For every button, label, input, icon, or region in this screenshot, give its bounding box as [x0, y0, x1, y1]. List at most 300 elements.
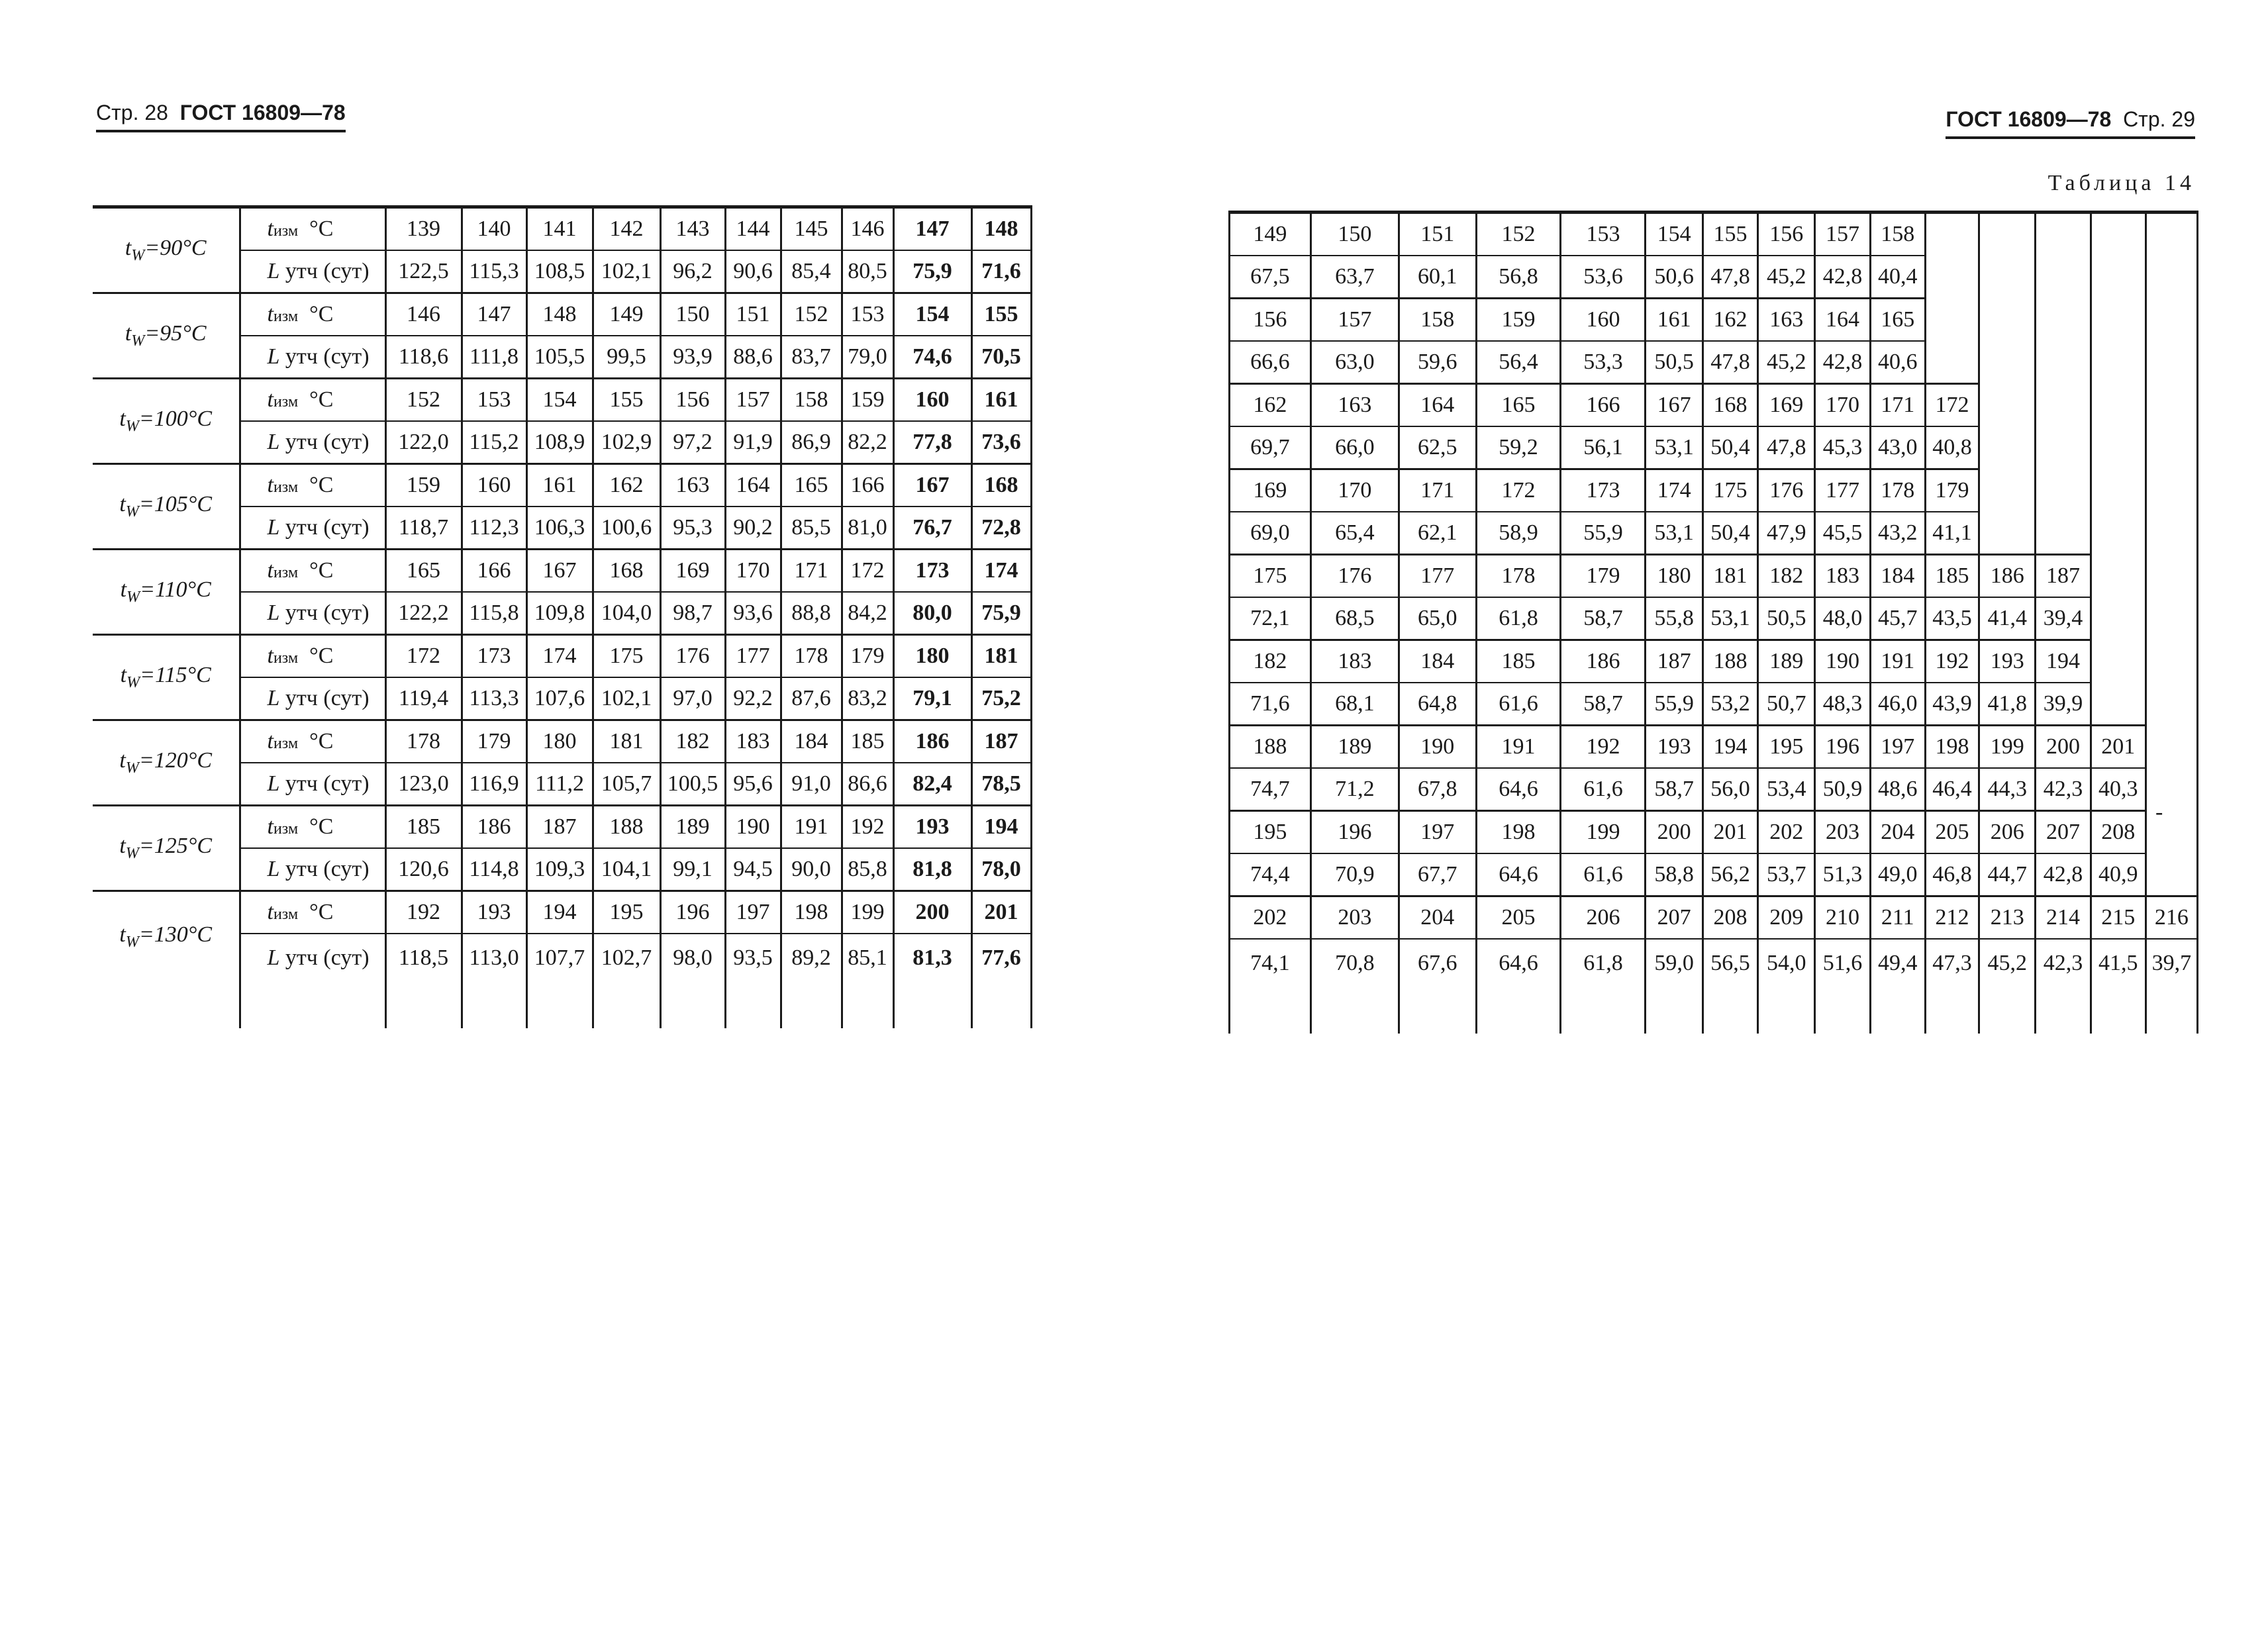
table-cell: [1702, 469, 1757, 512]
cell-value: 191: [1881, 649, 1915, 673]
tw-label: [93, 891, 240, 983]
cell-value: 174: [1657, 478, 1691, 503]
cell-value: 168: [984, 473, 1018, 497]
table-cell: [781, 336, 842, 379]
table-cell: [1758, 512, 1815, 555]
t-symbol: t: [267, 302, 273, 326]
cell-value: 40,3: [2098, 777, 2138, 801]
table-cell: [893, 891, 971, 934]
tw-symbol: t: [119, 748, 126, 773]
cell-value: 164: [736, 473, 770, 497]
table-cell: [1399, 341, 1476, 384]
cell-value: 203: [1826, 820, 1860, 844]
l-symbol: L: [267, 686, 280, 710]
table-cell: [593, 635, 660, 678]
cell-value: 197: [736, 900, 770, 924]
l-text: утч (сут): [285, 686, 370, 710]
cell-value: 70,9: [1335, 862, 1375, 887]
table-cell: [971, 507, 1031, 550]
table-cell: [1702, 768, 1757, 811]
tw-value: =125°C: [138, 834, 213, 859]
cell-value: 193: [915, 814, 950, 839]
cell-value: 185: [1501, 649, 1536, 673]
table-cell: [842, 336, 893, 379]
table-cell: [1702, 426, 1757, 469]
table-cell: [725, 379, 781, 422]
empty-cell: [1815, 987, 1870, 1034]
t-symbol: t: [267, 387, 273, 412]
table-cell: [893, 806, 971, 849]
cell-value: 184: [1420, 649, 1455, 673]
tw-label: [93, 635, 240, 720]
tw-label: [93, 550, 240, 635]
cell-value: 98,7: [673, 601, 713, 625]
cell-value: 80,0: [912, 601, 952, 625]
table-cell: [1399, 213, 1476, 256]
cell-value: 188: [609, 814, 644, 839]
empty-cell: [1979, 469, 2036, 512]
cell-value: 187: [2046, 563, 2080, 588]
table-cell: [971, 592, 1031, 635]
empty-cell: [2145, 213, 2197, 256]
cell-value: 116,9: [469, 771, 519, 796]
cell-value: 202: [1253, 905, 1287, 930]
table-cell: [593, 763, 660, 806]
table-cell: [893, 207, 971, 251]
cell-value: 61,6: [1499, 691, 1538, 716]
table-cell: [1702, 896, 1757, 940]
cell-value: 99,1: [673, 857, 713, 881]
table-cell: [526, 421, 593, 464]
cell-value: 55,9: [1654, 691, 1694, 716]
table-cell: [526, 250, 593, 293]
table-cell: [1399, 597, 1476, 640]
t-symbol: t: [267, 473, 273, 497]
cell-value: 90,2: [733, 515, 773, 540]
table-cell: [385, 293, 462, 336]
l-symbol: L: [267, 344, 280, 369]
cell-value: 155: [1713, 222, 1748, 246]
table-cell: [1702, 299, 1757, 342]
cell-value: 60,1: [1417, 264, 1457, 289]
empty-cell: [2145, 726, 2197, 769]
cell-value: 150: [1338, 222, 1372, 246]
tw-label: [93, 207, 240, 293]
table-cell: [1702, 555, 1757, 598]
table-cell: [893, 848, 971, 891]
table-cell: [1230, 768, 1311, 811]
cell-value: 39,4: [2043, 606, 2083, 630]
cell-value: 194: [984, 814, 1018, 839]
cell-value: 90,6: [733, 259, 773, 283]
row-label-t: [240, 207, 385, 251]
table-cell: [1925, 768, 1979, 811]
cell-value: 63,7: [1335, 264, 1375, 289]
table-title: Таблица 14: [2047, 171, 2195, 195]
table-cell: [660, 550, 725, 593]
cell-value: 76,7: [912, 515, 952, 540]
table-cell: [1815, 213, 1870, 256]
table-cell: [1310, 555, 1399, 598]
empty-cell: [1870, 987, 1925, 1034]
cell-value: 198: [1935, 734, 1969, 759]
row-label-l: [240, 677, 385, 720]
cell-value: 192: [1935, 649, 1969, 673]
table-cell: [781, 677, 842, 720]
tw-symbol: t: [119, 834, 126, 859]
cell-value: 163: [1769, 307, 1804, 332]
cell-value: 42,3: [2043, 777, 2083, 801]
cell-value: 53,6: [1583, 264, 1623, 289]
table-cell: [893, 379, 971, 422]
table-cell: [1925, 853, 1979, 896]
table-cell: [971, 720, 1031, 763]
table-cell: [725, 891, 781, 934]
table-cell: [1310, 640, 1399, 683]
table-cell: [660, 336, 725, 379]
cell-value: 50,5: [1654, 350, 1694, 374]
cell-value: 58,7: [1583, 691, 1623, 716]
cell-value: 50,4: [1710, 520, 1750, 545]
cell-value: 61,6: [1583, 862, 1623, 887]
table-cell: [1870, 640, 1925, 683]
cell-value: 207: [2046, 820, 2080, 844]
cell-value: 100,5: [667, 771, 718, 796]
cell-value: 160: [915, 387, 950, 412]
cell-value: 153: [1586, 222, 1620, 246]
empty-cell: [842, 982, 893, 1028]
empty-cell: [2091, 512, 2145, 555]
cell-value: 41,8: [1987, 691, 2027, 716]
table-cell: [1758, 469, 1815, 512]
empty-cell: [2091, 597, 2145, 640]
table-cell: [1702, 726, 1757, 769]
empty-cell: [1979, 512, 2036, 555]
cell-value: 149: [609, 302, 644, 326]
cell-value: 64,6: [1499, 777, 1538, 801]
cell-value: 160: [477, 473, 511, 497]
table-cell: [462, 507, 526, 550]
cell-value: 178: [407, 729, 440, 753]
table-cell: [1979, 811, 2036, 854]
tw-subscript: W: [125, 933, 139, 951]
row-label-l: [240, 848, 385, 891]
table-cell: [1702, 640, 1757, 683]
table-cell: [842, 464, 893, 507]
table-cell: [1399, 768, 1476, 811]
table-row: [1230, 811, 2198, 854]
table-cell: [1815, 426, 1870, 469]
cell-value: 85,5: [791, 515, 831, 540]
table-cell: [1646, 683, 1702, 726]
cell-value: 207: [1657, 905, 1691, 930]
table-cell: [1230, 384, 1311, 427]
cell-value: 86,6: [848, 771, 887, 796]
cell-value: 59,0: [1654, 951, 1694, 975]
table-cell: [2036, 939, 2091, 987]
table-cell: [781, 934, 842, 982]
table-cell: [842, 806, 893, 849]
cell-value: 70,8: [1335, 951, 1375, 975]
table-cell: [1646, 811, 1702, 854]
table-cell: [462, 806, 526, 849]
table-cell: [2091, 768, 2145, 811]
l-text: утч (сут): [285, 515, 370, 540]
empty-cell: [1399, 987, 1476, 1034]
cell-value: 100,6: [601, 515, 652, 540]
cell-value: 142: [609, 217, 644, 241]
row-label-t: [240, 720, 385, 763]
table-cell: [593, 934, 660, 982]
table-cell: [1230, 939, 1311, 987]
empty-cell: [1979, 299, 2036, 342]
cell-value: 176: [1769, 478, 1804, 503]
tw-value: =100°C: [138, 407, 213, 432]
cell-value: 120,6: [398, 857, 449, 881]
table-cell: [1561, 256, 1646, 299]
cell-value: 176: [1338, 563, 1372, 588]
cell-value: 202: [1769, 820, 1804, 844]
table-cell: [725, 592, 781, 635]
cell-value: 66,0: [1335, 435, 1375, 459]
table-cell: [385, 507, 462, 550]
table-cell: [781, 550, 842, 593]
cell-value: 204: [1420, 905, 1455, 930]
empty-cell: [2145, 768, 2197, 811]
table-cell: [2036, 896, 2091, 940]
table-cell: [1758, 939, 1815, 987]
cell-value: 56,0: [1710, 777, 1750, 801]
table-cell: [2091, 853, 2145, 896]
table-cell: [1310, 256, 1399, 299]
cell-value: 61,8: [1583, 951, 1623, 975]
cell-value: 174: [542, 644, 577, 668]
tw-subscript: W: [125, 844, 139, 862]
cell-value: 157: [736, 387, 770, 412]
table-cell: [842, 848, 893, 891]
cell-value: 183: [1338, 649, 1372, 673]
table-cell: [1646, 726, 1702, 769]
cell-value: 77,6: [981, 945, 1021, 970]
table-cell: [1646, 853, 1702, 896]
empty-cell: [2145, 469, 2197, 512]
table-cell: [526, 550, 593, 593]
cell-value: 170: [736, 558, 770, 583]
cell-value: 153: [850, 302, 885, 326]
table-cell: [2036, 683, 2091, 726]
table-cell: [1476, 426, 1561, 469]
table-cell: [1399, 256, 1476, 299]
cell-value: 191: [794, 814, 828, 839]
cell-value: 156: [1769, 222, 1804, 246]
cell-value: 205: [1501, 905, 1536, 930]
table-cell: [1925, 469, 1979, 512]
cell-value: 193: [1657, 734, 1691, 759]
t-symbol: t: [267, 900, 273, 924]
cell-value: 45,2: [1766, 350, 1806, 374]
cell-value: 85,4: [791, 259, 831, 283]
table-cell: [660, 379, 725, 422]
table-cell: [971, 336, 1031, 379]
t-unit: °C: [309, 900, 334, 924]
table-cell: [1758, 555, 1815, 598]
t-subscript: изм: [273, 564, 299, 581]
table-cell: [893, 336, 971, 379]
t-symbol: t: [267, 217, 273, 241]
table-cell: [971, 550, 1031, 593]
table-cell: [1979, 768, 2036, 811]
cell-value: 167: [1657, 393, 1691, 417]
table-cell: [1476, 939, 1561, 987]
table-cell: [1870, 341, 1925, 384]
cell-value: 67,8: [1417, 777, 1457, 801]
cell-value: 165: [1881, 307, 1915, 332]
cell-value: 74,6: [912, 344, 952, 369]
cell-value: 118,5: [398, 945, 449, 970]
cell-value: 194: [542, 900, 577, 924]
table-cell: [842, 934, 893, 982]
table-cell: [1310, 939, 1399, 987]
page-label: Стр.: [96, 101, 139, 124]
table-cell: [660, 677, 725, 720]
table-cell: [1561, 726, 1646, 769]
table-cell: [385, 207, 462, 251]
cell-value: 56,1: [1583, 435, 1623, 459]
cell-value: 39,7: [2151, 951, 2192, 975]
table-cell: [1399, 896, 1476, 940]
table-cell: [2145, 939, 2197, 987]
table-cell: [1925, 683, 1979, 726]
cell-value: 186: [1990, 563, 2024, 588]
table-cell: [1310, 726, 1399, 769]
empty-cell: [2145, 555, 2197, 598]
cell-value: 43,5: [1932, 606, 1972, 630]
table-cell: [385, 336, 462, 379]
table-cell: [1702, 853, 1757, 896]
cell-value: 47,8: [1766, 435, 1806, 459]
table-cell: [1979, 853, 2036, 896]
cell-value: 56,2: [1710, 862, 1750, 887]
cell-value: 206: [1990, 820, 2024, 844]
table-cell: [593, 848, 660, 891]
table-cell: [1561, 213, 1646, 256]
table-cell: [971, 806, 1031, 849]
cell-value: 170: [1338, 478, 1372, 503]
cell-value: 91,0: [791, 771, 831, 796]
row-label-l: [240, 934, 385, 982]
table-cell: [1815, 683, 1870, 726]
t-subscript: изм: [273, 222, 299, 240]
table-cell: [660, 806, 725, 849]
l-text: утч (сут): [285, 259, 370, 283]
table-cell: [593, 592, 660, 635]
cell-value: 182: [1769, 563, 1804, 588]
empty-cell: [2091, 640, 2145, 683]
cell-value: 188: [1713, 649, 1748, 673]
cell-value: 86,9: [791, 430, 831, 454]
cell-value: 91,9: [733, 430, 773, 454]
table-cell: [1476, 853, 1561, 896]
cell-value: 196: [1338, 820, 1372, 844]
table-row: [93, 550, 1031, 593]
table-row: [1230, 768, 2198, 811]
table-cell: [660, 848, 725, 891]
table-cell: [1230, 512, 1311, 555]
cell-value: 147: [915, 217, 950, 241]
t-symbol: t: [267, 644, 273, 668]
table-cell: [1310, 469, 1399, 512]
cell-value: 109,8: [534, 601, 585, 625]
cell-value: 175: [1253, 563, 1287, 588]
cell-value: 95,6: [733, 771, 773, 796]
tw-subscript: W: [126, 673, 140, 691]
tw-symbol: t: [119, 922, 126, 947]
table-row: [93, 464, 1031, 507]
page-label: Стр.: [2123, 107, 2166, 131]
table-cell: [1925, 811, 1979, 854]
cell-value: 56,4: [1499, 350, 1538, 374]
cell-value: 40,4: [1878, 264, 1918, 289]
cell-value: 74,4: [1250, 862, 1290, 887]
cell-value: 50,9: [1822, 777, 1863, 801]
cell-value: 99,5: [607, 344, 646, 369]
cell-value: 59,6: [1417, 350, 1457, 374]
table-cell: [1476, 683, 1561, 726]
table-cell: [781, 207, 842, 251]
table-cell: [1702, 384, 1757, 427]
table-cell: [1979, 555, 2036, 598]
cell-value: 172: [1501, 478, 1536, 503]
cell-value: 106,3: [534, 515, 585, 540]
empty-cell: [2091, 426, 2145, 469]
cell-value: 82,4: [912, 771, 952, 796]
table-cell: [462, 421, 526, 464]
table-cell: [1399, 726, 1476, 769]
table-row: [1230, 299, 2198, 342]
empty-cell: [2036, 469, 2091, 512]
cell-value: 175: [1713, 478, 1748, 503]
table-cell: [1758, 597, 1815, 640]
table-cell: [1646, 299, 1702, 342]
table-cell: [2091, 726, 2145, 769]
table-row: [1230, 640, 2198, 683]
table-cell: [660, 250, 725, 293]
cell-value: 47,3: [1932, 951, 1972, 975]
table-cell: [1979, 597, 2036, 640]
cell-value: 122,2: [398, 601, 449, 625]
cell-value: 148: [984, 217, 1018, 241]
table-cell: [1925, 384, 1979, 427]
cell-value: 118,7: [398, 515, 449, 540]
table-cell: [526, 763, 593, 806]
table-cell: [842, 379, 893, 422]
cell-value: 181: [1713, 563, 1748, 588]
table-cell: [1758, 896, 1815, 940]
table-row: [93, 635, 1031, 678]
table-cell: [1815, 512, 1870, 555]
empty-cell: [1646, 987, 1702, 1034]
t-unit: °C: [309, 217, 334, 241]
table-cell: [1476, 469, 1561, 512]
table-cell: [893, 507, 971, 550]
table-cell: [893, 250, 971, 293]
cell-value: 192: [407, 900, 440, 924]
cell-value: 74,1: [1250, 951, 1290, 975]
table-cell: [725, 848, 781, 891]
cell-value: 95,3: [673, 515, 713, 540]
cell-value: 45,2: [1766, 264, 1806, 289]
row-label-t: [240, 379, 385, 422]
